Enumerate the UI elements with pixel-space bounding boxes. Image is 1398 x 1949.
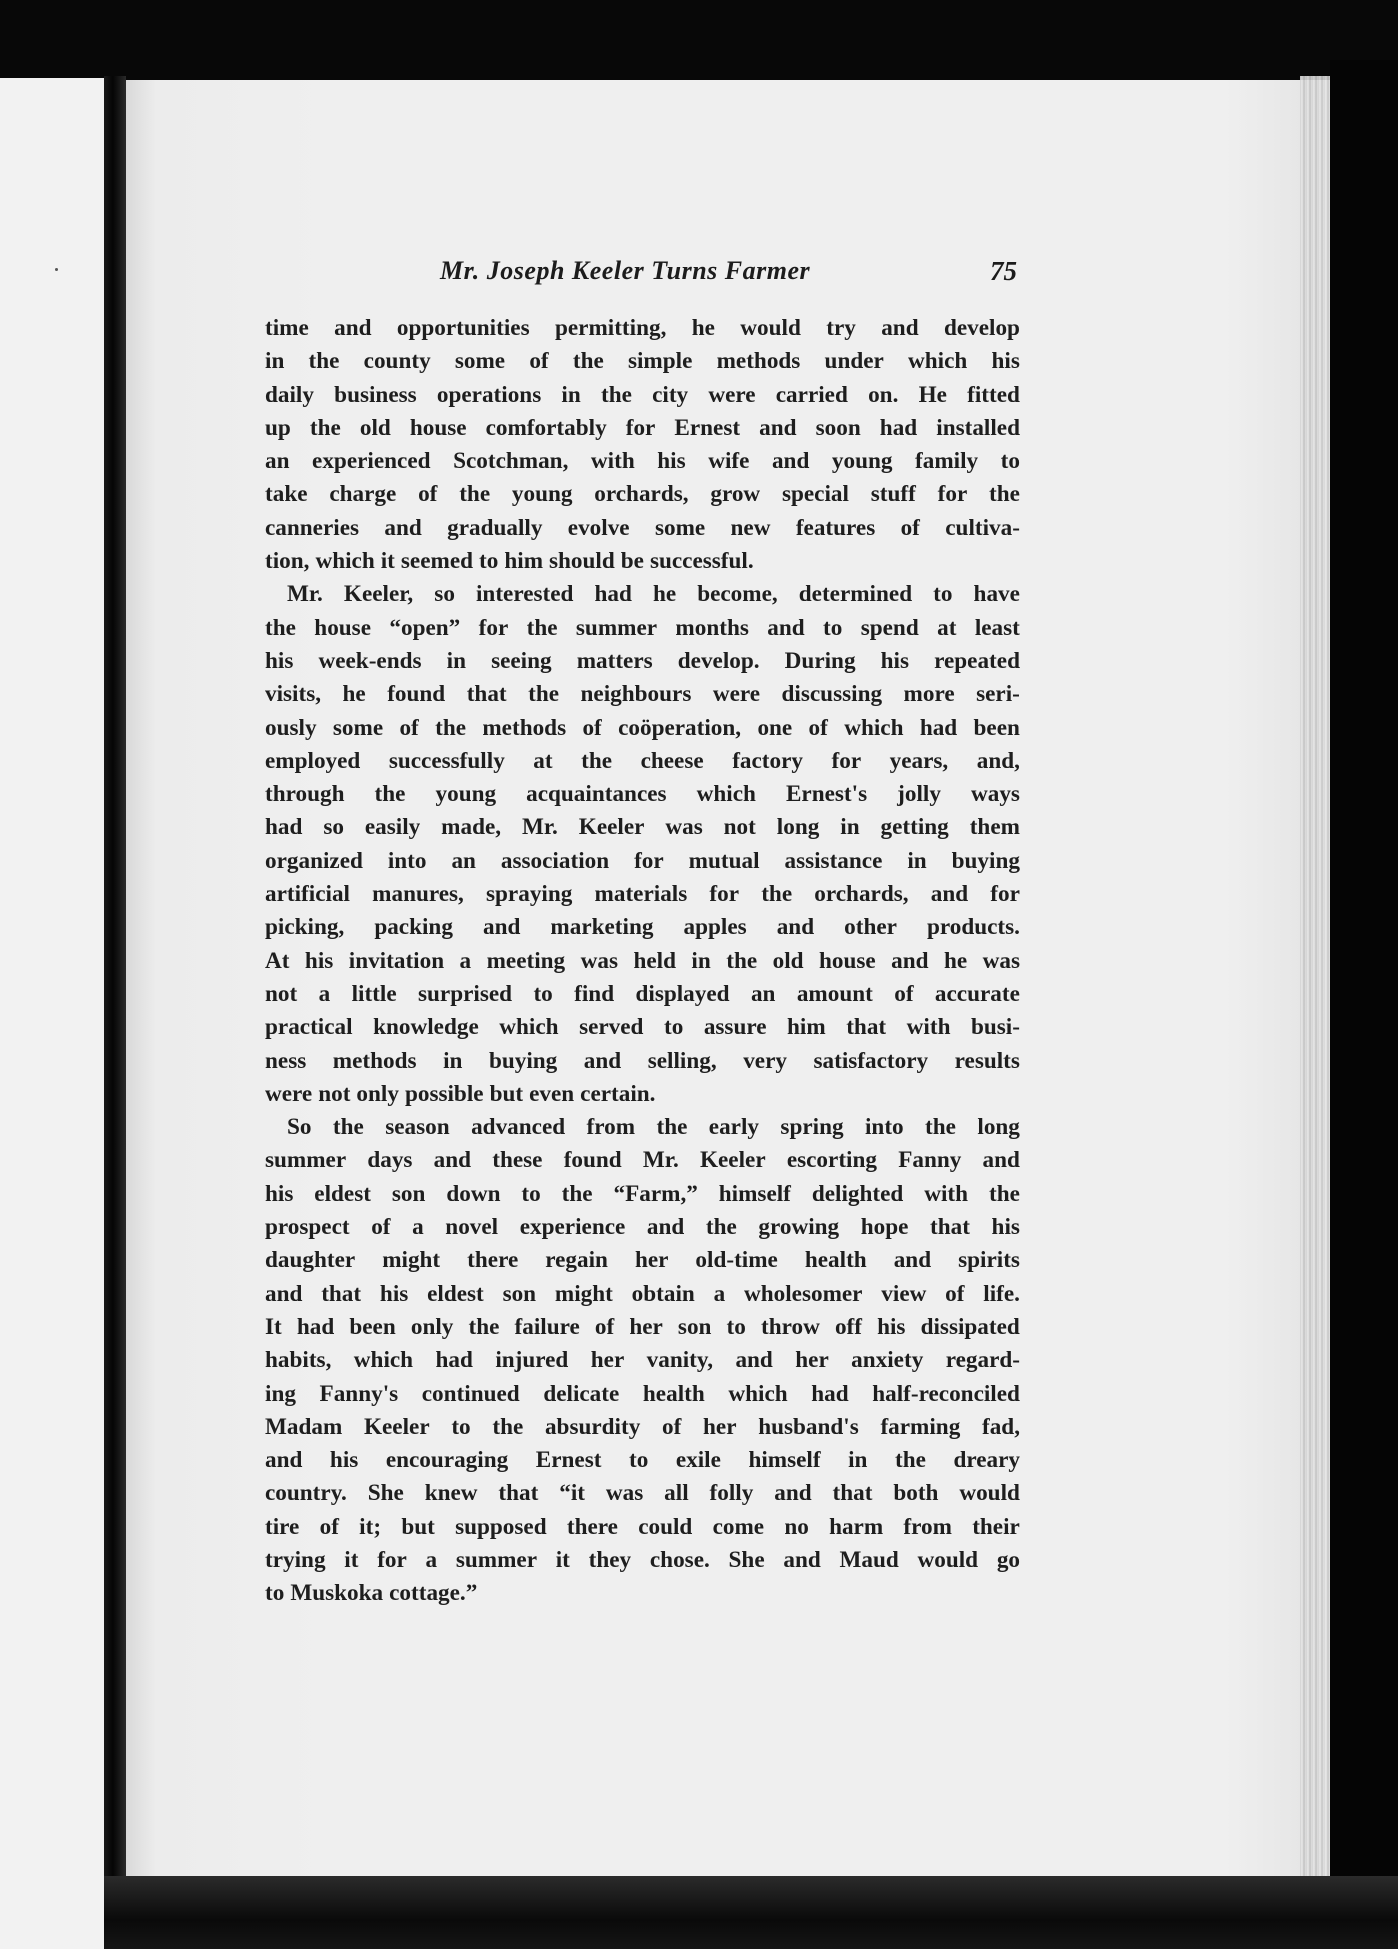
text-line: to Muskoka cottage.” <box>265 1580 478 1607</box>
text-line: daughter might there regain her old-time health and spirits <box>265 1247 1020 1274</box>
text-line: employed successfully at the cheese factory for years, and, <box>265 747 1020 774</box>
text-line: tion, which it seemed to him should be successful. <box>265 548 754 575</box>
text-line: canneries and gradually evolve some new features of cultiva- <box>265 514 1020 541</box>
text-line: and that his eldest son might obtain a wholesomer view of life. <box>265 1280 1020 1307</box>
page-speck <box>55 268 58 271</box>
scanner-background-right <box>1330 60 1398 1949</box>
text-line: prospect of a novel experience and the growing hope that his <box>265 1214 1020 1241</box>
text-line: not a little surprised to find displayed an amount of accurate <box>265 980 1020 1007</box>
text-line: tire of it; but supposed there could come no harm from their <box>265 1513 1020 1540</box>
page-number: 75 <box>990 256 1017 286</box>
scanner-background-bottom <box>104 1876 1398 1949</box>
paragraph <box>265 312 1020 578</box>
text-line: daily business operations in the city were carried on. He fitted <box>265 381 1020 408</box>
text-line: up the old house comfortably for Ernest and soon had installed <box>265 414 1020 441</box>
text-line: had so easily made, Mr. Keeler was not long in getting them <box>265 814 1020 841</box>
text-line: country. She knew that “it was all folly and that both would <box>265 1480 1020 1507</box>
scanner-background-top <box>0 0 1398 80</box>
facing-page-edge <box>0 78 104 1949</box>
text-line: picking, packing and marketing apples and other products. <box>265 914 1020 941</box>
text-line: Mr. Keeler, so interested had he become, determined to have <box>287 581 1020 608</box>
text-line: ness methods in buying and selling, very satisfactory results <box>265 1047 1020 1074</box>
text-line: ously some of the methods of coöperation, one of which had been <box>265 714 1020 741</box>
text-line: practical knowledge which served to assure him that with busi- <box>265 1014 1020 1041</box>
text-line: an experienced Scotchman, with his wife and young family to <box>265 448 1020 475</box>
paragraph <box>265 1111 1020 1610</box>
text-line: were not only possible but even certain. <box>265 1080 656 1107</box>
text-line: ing Fanny's continued delicate health which had half-reconciled <box>265 1380 1020 1407</box>
text-line: trying it for a summer it they chose. She and Maud would go <box>265 1546 1020 1573</box>
body-text <box>265 312 1020 1611</box>
paragraph <box>265 578 1020 1111</box>
text-line: in the county some of the simple methods under which his <box>265 348 1020 375</box>
text-line: Madam Keeler to the absurdity of her husband's farming fad, <box>265 1413 1020 1440</box>
text-line: his eldest son down to the “Farm,” himself delighted with the <box>265 1180 1020 1207</box>
text-line: It had been only the failure of her son to throw off his dissipated <box>265 1313 1020 1340</box>
text-line: So the season advanced from the early spring into the long <box>287 1114 1020 1141</box>
text-line: and his encouraging Ernest to exile himself in the dreary <box>265 1447 1020 1474</box>
text-line: visits, he found that the neighbours were discussing more seri- <box>265 681 1020 708</box>
book-gutter <box>104 76 126 1949</box>
text-line: his week-ends in seeing matters develop. During his repeated <box>265 647 1020 674</box>
text-line: through the young acquaintances which Ernest's jolly ways <box>265 781 1020 808</box>
text-line: summer days and these found Mr. Keeler escorting Fanny and <box>265 1147 1020 1174</box>
text-line: take charge of the young orchards, grow special stuff for the <box>265 481 1020 508</box>
running-head: Mr. Joseph Keeler Turns Farmer <box>440 256 811 285</box>
text-line: time and opportunities permitting, he would try and develop <box>265 315 1020 341</box>
text-line: artificial manures, spraying materials for the orchards, and for <box>265 881 1020 908</box>
text-line: habits, which had injured her vanity, and her anxiety regard- <box>265 1347 1020 1374</box>
text-line: At his invitation a meeting was held in the old house and he was <box>265 947 1020 974</box>
text-line: the house “open” for the summer months and to spend at least <box>265 614 1020 641</box>
page-stack-edge <box>1300 76 1330 1876</box>
text-line: organized into an association for mutual assistance in buying <box>265 847 1020 874</box>
